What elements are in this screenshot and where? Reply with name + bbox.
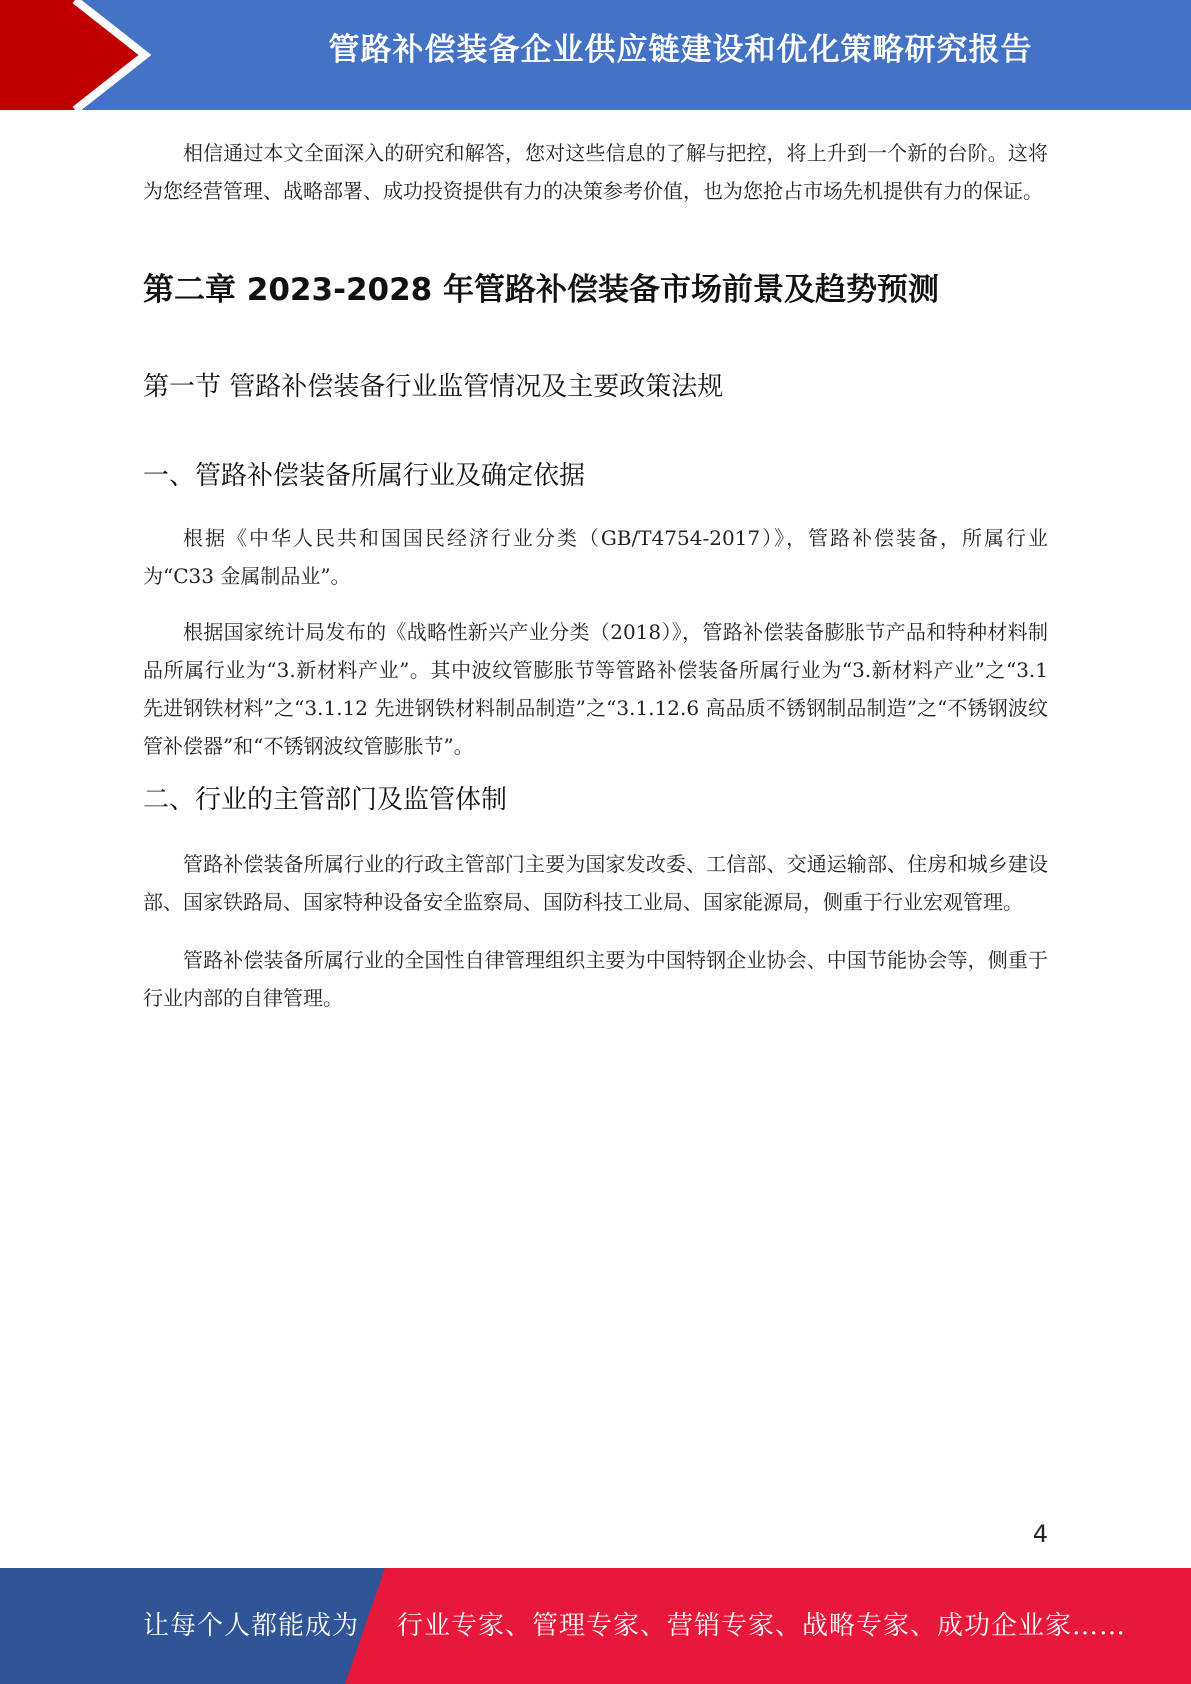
report-title: 管路补偿装备企业供应链建设和优化策略研究报告 (328, 32, 1033, 68)
footer-banner (0, 1568, 1191, 1684)
header-banner (0, 0, 1191, 110)
subsection-title-regulators: 二、行业的主管部门及监管体制 (143, 785, 508, 815)
page-content (143, 134, 1048, 1017)
subsection-title-industry: 一、管路补偿装备所属行业及确定依据 (143, 461, 586, 491)
intro-paragraph: 相信通过本文全面深入的研究和解答，您对这些信息的了解与把控，将上升到一个新的台阶。这将为您经营管理、战略部署、成功投资提供有力的决策参考价值，也为您抢占市场先机提供有力的保证。 (143, 141, 1048, 203)
paragraph-self-regulation: 管路补偿装备所属行业的全国性自律管理组织主要为中国特钢企业协会、中国节能协会等，侧重于行业内部的自律管理。 (143, 948, 1048, 1010)
footer-slogan-right: 行业专家、管理专家、营销专家、战略专家、成功企业家…… (397, 1611, 1127, 1641)
footer-slogan-left: 让每个人都能成为 (143, 1611, 360, 1641)
page-number: 4 (1032, 1520, 1048, 1548)
paragraph-industry-classification: 根据《中华人民共和国国民经济行业分类（GB/T4754-2017）》，管路补偿装备，所属行业为“C33 金属制品业”。 (143, 526, 1048, 588)
section-title: 第一节 管路补偿装备行业监管情况及主要政策法规 (143, 372, 724, 402)
paragraph-regulators: 管路补偿装备所属行业的行政主管部门主要为国家发改委、工信部、交通运输部、住房和城乡建设部、国家铁路局、国家特种设备安全监察局、国防科技工业局、国家能源局，侧重于行业宏观管理。 (143, 852, 1048, 914)
chapter-title: 第二章 2023-2028 年管路补偿装备市场前景及趋势预测 (143, 272, 940, 308)
paragraph-strategic-industry: 根据国家统计局发布的《战略性新兴产业分类（2018）》，管路补偿装备膨胀节产品和特种材料制品所属行业为“3.新材料产业”。其中波纹管膨胀节等管路补偿装备所属行业为“3.新材料产业”之“3.1 先进钢铁材料”之“3.1.12 先进钢铁材料制品制造”之“3.1.12.6 高品质不锈钢制品制造”之“不锈钢波纹管补偿器”和“不锈钢波纹管膨胀节”。 (143, 620, 1048, 758)
